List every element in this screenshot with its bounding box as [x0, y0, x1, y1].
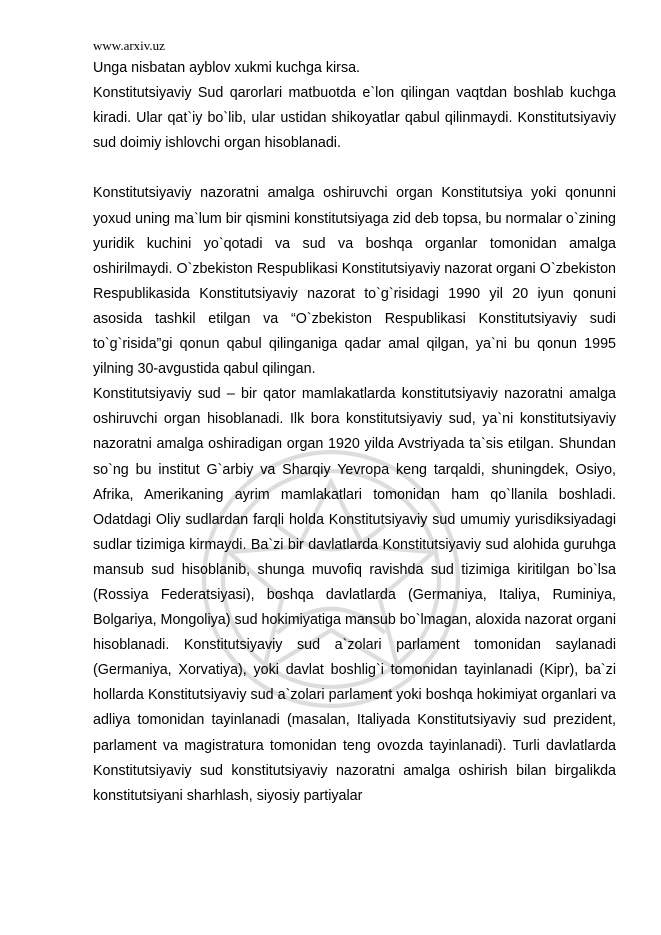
paragraph-4: Konstitutsiyaviy sud – bir qator mamlakatlarda konstitutsiyaviy nazoratni amalga oshiruvchi organ hisoblanadi. Ilk bora konstitutsiyaviy sud, ya`ni konstitutsiyaviy nazoratni amalga oshiradigan organ 1920 yilda Avstriyada ta`sis etilgan. Shundan so`ng bu institut G`arbiy va Sharqiy Yevropa keng tarqaldi, shuningdek, Osiyo, Afrika, Amerikaning ayrim mamlakatlari tomonidan ham qo`llanila boshladi. Odatdagi Oliy sudlardan farqli holda Konstitutsiyaviy sud umumiy yurisdiksiyadagi sudlar tizimiga kirmaydi. Ba`zi bir davlatlarda Konstitutsiyaviy sud alohida guruhga mansub sud hisoblanib, shunga muvofiq ravishda sud tizimiga kiritilgan bo`lsa (Rossiya Federatsiyasi), boshqa davlatlarda (Germaniya, Italiya, Ruminiya, Bolgariya, Mongoliya) sud hokimiyatiga mansub bo`lmagan, aloxida nazorat organi hisoblanadi. Konstitutsiyaviy sud a`zolari parlament tomonidan saylanadi (Germaniya, Xorvatiya), yoki davlat boshlig`i tomonidan tayinlanadi (Kipr), ba`zi hollarda Konstitutsiyaviy sud a`zolari parlament yoki boshqa hokimiyat organlari va adliya tomonidan tayinlanadi (masalan, Italiyada Konstitutsiyaviy sud prezident, parlament va magistratura tomonidan teng ovozda tayinlanadi). Turli davlatlarda Konstitutsiyaviy sud konstitutsiyaviy nazoratni amalga oshirish bilan birgalikda konstitutsiyani sharhlash, siyosiy partiyalar — [93, 386, 616, 804]
paragraph-1: Unga nisbatan ayblov xukmi kuchga kirsa. — [93, 60, 361, 76]
paragraph-spacer — [93, 156, 616, 181]
paragraph-2: Konstitutsiyaviy Sud qarorlari matbuotda e`lon qilingan vaqtdan boshlab kuchga kiradi. Ular qat`iy bo`lib, ular ustidan shikoyatlar qabul qilinmaydi. Konstitutsiyaviy sud doimiy ishlovchi organ hisoblanadi. — [93, 85, 616, 152]
paragraph-3: Konstitutsiyaviy nazoratni amalga oshiruvchi organ Konstitutsiya yoki qonunni yoxud uning ma`lum bir qismini konstitutsiyaga zid deb topsa, bu normalar o`zining yuridik kuchini yo`qotadi va sud va boshqa organlar tomonidan amalga oshirilmaydi. O`zbekiston Respublikasi Konstitutsiyaviy nazorat organi O`zbekiston Respublikasida Konstitutsiyaviy nazorat to`g`risidagi 1990 yil 20 iyun qonuni asosida tashkil etilgan va “O`zbekiston Respublikasi Konstitutsiyaviy sudi to`g`risida”gi qonun qabul qilinganiga qadar amal qilgan, ya`ni bu qonun 1995 yilning 30-avgustida qabul qilingan. — [93, 185, 616, 378]
site-url: www.arxiv.uz — [93, 38, 165, 53]
document-body — [93, 56, 616, 809]
